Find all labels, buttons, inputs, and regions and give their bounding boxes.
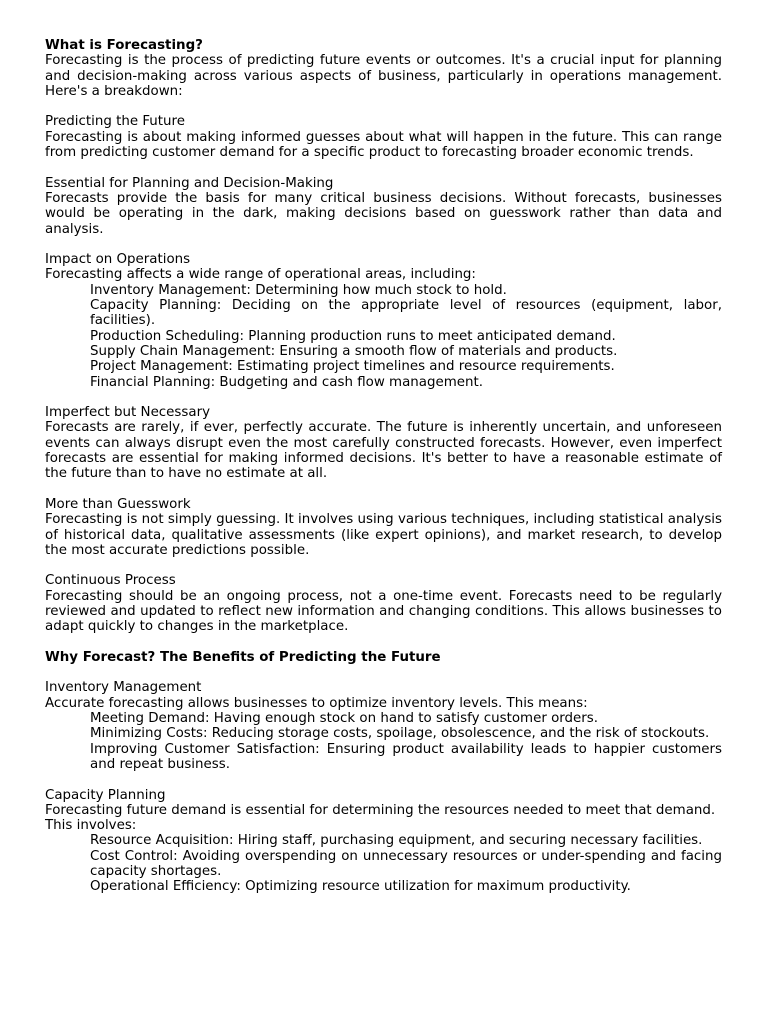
document-page	[45, 38, 722, 895]
list-inventory-benefits	[45, 711, 722, 772]
heading-why-forecast: Why Forecast? The Benefits of Predicting the Future	[45, 649, 441, 665]
list-item: Production Scheduling: Planning production runs to meet anticipated demand.	[90, 328, 616, 344]
subheading-continuous-process: Continuous Process	[45, 573, 176, 589]
spacer	[45, 665, 722, 680]
list-item: Meeting Demand: Having enough stock on hand to satisfy customer orders.	[90, 711, 599, 727]
list-item: Inventory Management: Determining how much stock to hold.	[90, 282, 507, 298]
paragraph-more-than-guesswork: Forecasting is not simply guessing. It involves using various techniques, including statistical analysis of historical data, qualitative assessments (like expert opinions), and market research, to develop the most accurate predictions possible.	[45, 512, 722, 558]
list-capacity-items	[45, 833, 722, 894]
list-item: Improving Customer Satisfaction: Ensuring product availability leads to happier customers and repeat business.	[90, 741, 722, 772]
subheading-impact-operations: Impact on Operations	[45, 252, 191, 268]
list-item: Capacity Planning: Deciding on the appropriate level of resources (equipment, labor, facilities).	[90, 298, 722, 329]
subheading-capacity-planning: Capacity Planning	[45, 787, 166, 803]
spacer	[45, 237, 722, 252]
list-item: Operational Efficiency: Optimizing resource utilization for maximum productivity.	[90, 879, 631, 895]
spacer	[45, 390, 722, 405]
paragraph-inventory-intro: Accurate forecasting allows businesses to optimize inventory levels. This means:	[45, 695, 588, 711]
paragraph-impact-intro: Forecasting affects a wide range of operational areas, including:	[45, 267, 476, 283]
paragraph-capacity-involves: This involves:	[45, 818, 137, 834]
subheading-inventory-management: Inventory Management	[45, 680, 202, 696]
paragraph-essential-planning: Forecasts provide the basis for many critical business decisions. Without forecasts, businesses would be operating in the dark, making decisions based on guesswork rather than data and analysis.	[45, 190, 722, 237]
heading-what-is-forecasting: What is Forecasting?	[45, 38, 203, 53]
paragraph-continuous-process: Forecasting should be an ongoing process, not a one-time event. Forecasts need to be regularly reviewed and updated to reflect new information and changing conditions. This allows businesses to adapt quickly to changes in the marketplace.	[45, 588, 722, 635]
subheading-predicting-future: Predicting the Future	[45, 114, 185, 130]
subheading-more-than-guesswork: More than Guesswork	[45, 496, 191, 512]
list-item: Project Management: Estimating project timelines and resource requirements.	[90, 359, 615, 375]
list-item: Minimizing Costs: Reducing storage costs, spoilage, obsolescence, and the risk of stockouts.	[90, 726, 710, 742]
spacer	[45, 482, 722, 497]
list-item: Financial Planning: Budgeting and cash flow management.	[90, 374, 483, 390]
spacer	[45, 160, 722, 175]
paragraph-capacity-intro: Forecasting future demand is essential for determining the resources needed to meet that demand.	[45, 802, 716, 818]
spacer	[45, 772, 722, 787]
spacer	[45, 635, 722, 650]
paragraph-imperfect-necessary: Forecasts are rarely, if ever, perfectly accurate. The future is inherently uncertain, and unforeseen events can always disrupt even the most carefully constructed forecasts. However, even imperfect forecasts are essential for making informed decisions. It's better to have a reasonable estimate of the future than to have no estimate at all.	[45, 420, 722, 482]
subheading-imperfect-necessary: Imperfect but Necessary	[45, 405, 210, 421]
paragraph-predicting-future: Forecasting is about making informed guesses about what will happen in the future. This can range from predicting customer demand for a specific product to forecasting broader economic trends.	[45, 129, 722, 161]
list-item: Cost Control: Avoiding overspending on unnecessary resources or under-spending and facing capacity shortages.	[90, 848, 722, 880]
list-item: Supply Chain Management: Ensuring a smooth flow of materials and products.	[90, 343, 618, 359]
subheading-essential-planning: Essential for Planning and Decision-Making	[45, 175, 334, 191]
list-item: Resource Acquisition: Hiring staff, purchasing equipment, and securing necessary facilities.	[90, 833, 703, 849]
spacer	[45, 558, 722, 573]
spacer	[45, 99, 722, 114]
paragraph-what-is-forecasting: Forecasting is the process of predicting future events or outcomes. It's a crucial input for planning and decision-making across various aspects of business, particularly in operations management. Here's a breakdown:	[45, 53, 722, 99]
list-operational-areas	[45, 283, 722, 390]
